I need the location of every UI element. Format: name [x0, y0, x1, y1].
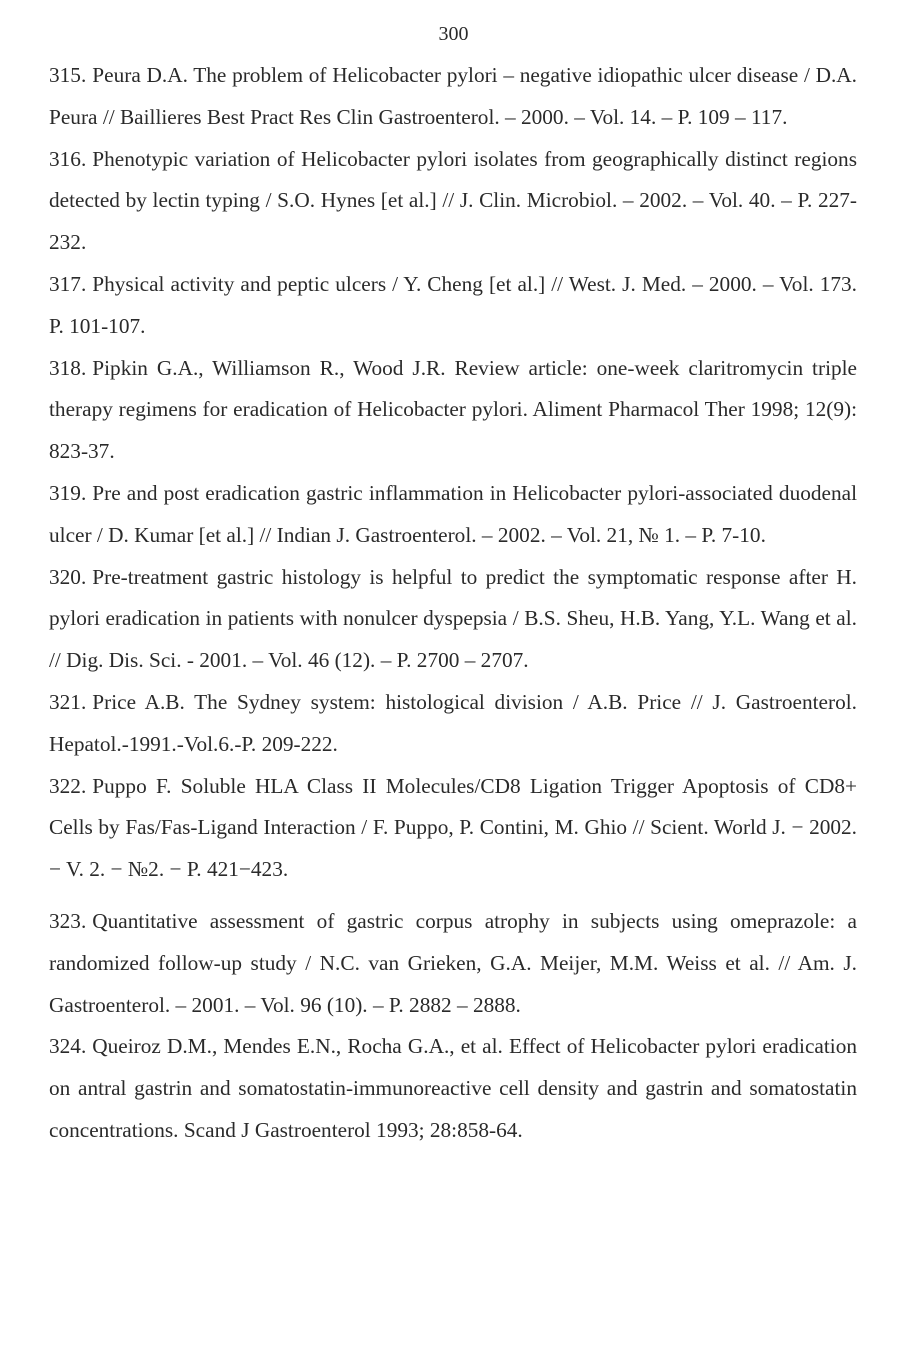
reference-number: 315.: [49, 63, 87, 87]
reference-item: [49, 901, 857, 1026]
reference-item: [49, 55, 857, 139]
reference-text: Physical activity and peptic ulcers / Y. Cheng [et al.] // West. J. Med. – 2000. – Vol. 173. P. 101-107.: [49, 271, 857, 338]
reference-number: 319.: [49, 480, 87, 505]
reference-text: Pre-treatment gastric histology is helpful to predict the symptomatic response after H. pylori eradication in patients with nonulcer dyspepsia / B.S. Sheu, H.B. Yang, Y.L. Wang et al. // Dig. Dis. Sci. - 2001. – Vol. 46 (12). – P. 2700 – 2707.: [49, 564, 857, 673]
reference-number: 321.: [49, 689, 87, 714]
reference-text: Phenotypic variation of Helicobacter pylori isolates from geographically distinct regions detected by lectin typing / S.O. Hynes [et al.] // J. Clin. Microbiol. – 2002. – Vol. 40. – P. 227-232.: [49, 146, 857, 255]
reference-number: 317.: [49, 271, 87, 296]
reference-item: [49, 557, 857, 682]
reference-item: [49, 1026, 857, 1151]
reference-item: [49, 139, 857, 264]
reference-item: [49, 682, 857, 766]
reference-number: 320.: [49, 564, 87, 589]
reference-number: 323.: [49, 908, 87, 933]
reference-item: [49, 348, 857, 473]
reference-item: [49, 766, 857, 891]
reference-text: Peura D.A. The problem of Helicobacter pylori – negative idiopathic ulcer disease / D.A. Peura // Baillieres Best Pract Res Clin Gastroenterol. – 2000. – Vol. 14. – P. 109 – 117.: [49, 63, 857, 129]
reference-text: Queiroz D.M., Mendes E.N., Rocha G.A., et al. Effect of Helicobacter pylori eradication on antral gastrin and somatostatin-immunoreactive cell density and gastrin and somatostatin concentrations. Scand J Gastroenterol 1993; 28:858-64.: [49, 1034, 857, 1142]
reference-text: Pipkin G.A., Williamson R., Wood J.R. Review article: one-week claritromycin triple therapy regimens for eradication of Helicobacter pylori. Aliment Pharmacol Ther 1998; 12(9): 823-37.: [49, 355, 857, 464]
reference-text: Price A.B. The Sydney system: histological division / A.B. Price // J. Gastroenterol. Hepatol.-1991.-Vol.6.-P. 209-222.: [49, 689, 857, 756]
reference-item: [49, 473, 857, 557]
reference-number: 324.: [49, 1034, 87, 1059]
reference-number: 318.: [49, 355, 87, 380]
reference-text: Pre and post eradication gastric inflammation in Helicobacter pylori-associated duodenal ulcer / D. Kumar [et al.] // Indian J. Gastroenterol. – 2002. – Vol. 21, № 1. – P. 7-10.: [49, 480, 857, 547]
reference-item: [49, 264, 857, 348]
reference-list: [49, 55, 857, 1152]
reference-text: Quantitative assessment of gastric corpus atrophy in subjects using omeprazole: a randomized follow-up study / N.C. van Grieken, G.A. Meijer, M.M. Weiss et al. // Am. J. Gastroenterol. – 2001. – Vol. 96 (10). – P. 2882 – 2888.: [49, 908, 857, 1017]
reference-number: 316.: [49, 146, 87, 171]
reference-text: Puppo F. Soluble HLA Class II Molecules/CD8 Ligation Trigger Apoptosis of CD8+ Cells by Fas/Fas-Ligand Interaction / F. Puppo, P. Contini, M. Ghio // Scient. World J. − 2002. − V. 2. − №2. − P. 421−423.: [49, 773, 857, 882]
reference-number: 322.: [49, 773, 87, 798]
page-number: 300: [438, 23, 469, 45]
